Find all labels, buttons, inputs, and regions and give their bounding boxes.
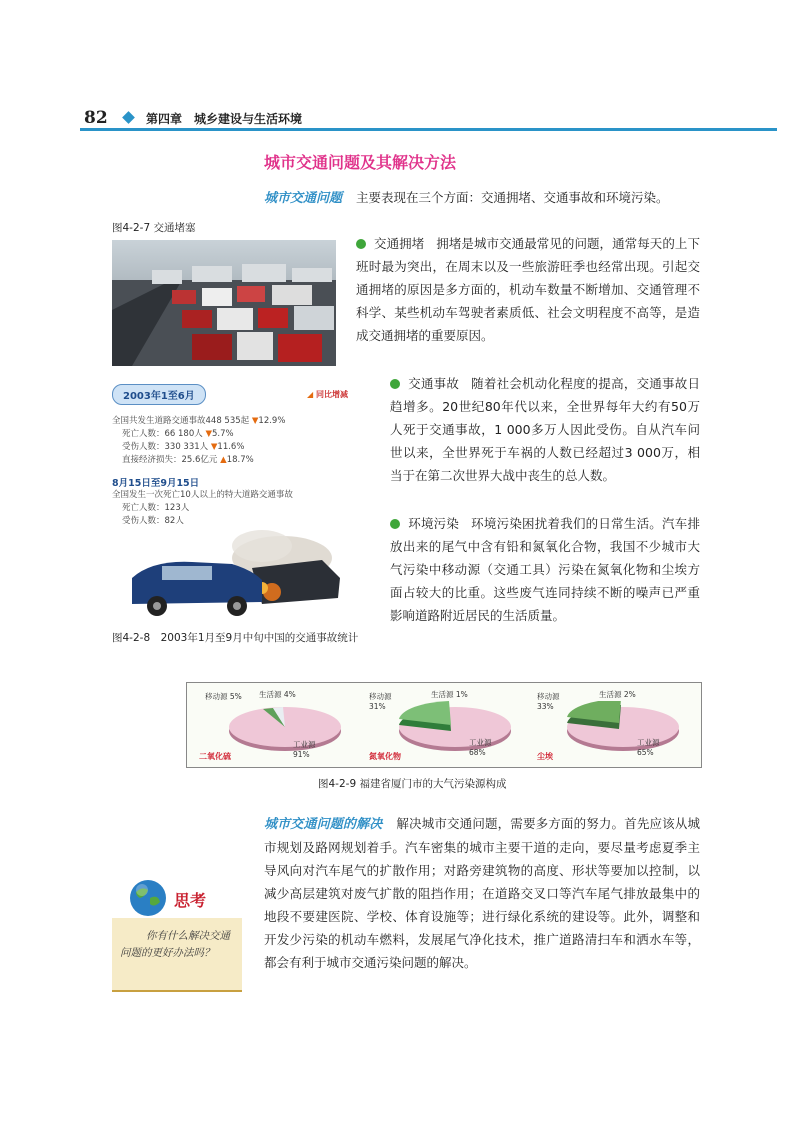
triangle-icon: ◢ — [307, 390, 314, 399]
period-badge-1: 2003年1至6月 — [112, 384, 206, 405]
fig9-caption: 图4-2-9 福建省厦门市的大气污染源构成 — [318, 778, 507, 790]
fig8-caption: 图4-2-8 2003年1月至9月中旬中国的交通事故统计 — [112, 632, 359, 644]
pie-mobile-label: 移动源 31% — [369, 692, 392, 711]
stat-line: 直接经济损失：25.6亿元 ▲18.7% — [122, 455, 254, 465]
stat-line: 受伤人数：330 331人 ▼11.6% — [122, 442, 245, 452]
bullet-dot-icon — [390, 379, 400, 389]
pollution-paragraph — [390, 512, 700, 627]
congestion-lead: 交通拥堵 — [374, 236, 425, 251]
pie-industry-label: 工业源 68% — [469, 738, 492, 757]
pollution-source-figure — [186, 682, 702, 768]
think-title: 思考 — [174, 891, 207, 910]
stat-line: 受伤人数：82人 — [122, 516, 184, 526]
pollution-text: 环境污染困扰着我们的日常生活。汽车排放出来的尾气中含有铅和氮氧化合物，我国不少城市大气污染中移动源（交通工具）污染在氮氧化物和尘埃方面占较大的比重。这些废气连同持续不断的噪声已严重影响道路附近居民的生活质量。 — [390, 516, 700, 623]
accident-paragraph — [390, 372, 700, 487]
fig7-caption: 图4-2-7 交通堵塞 — [112, 222, 196, 234]
traffic-jam-photo — [112, 240, 336, 366]
accident-stats-figure — [112, 384, 348, 634]
pie-dust-label: 生活源 1% — [431, 690, 468, 699]
legend-label: ◢ 同比增减 — [307, 390, 348, 399]
accident-text: 随着社会机动化程度的提高，交通事故日趋增多。20世纪80年代以来，全世界每年大约有50万人死于交通事故，1 000多万人因此受伤。自从汽车问世以来，全世界死于车祸的人数已经超过3 000万，相当于在第二次世界大战中丧生的总人数。 — [390, 376, 700, 483]
intro-text: 主要表现在三个方面：交通拥堵、交通事故和环境污染。 — [356, 190, 669, 205]
pie-industry-label: 工业源 65% — [637, 738, 660, 757]
congestion-text: 拥堵是城市交通最常见的问题，通常每天的上下班时最为突出，在周末以及一些旅游旺季也经常出现。引起交通拥堵的原因是多方面的，机动车数量不断增加、交通管理不科学、某些机动车驾驶者素质低、社会文明程度不高等，是造成交通拥堵的重要原因。 — [356, 236, 700, 343]
bullet-dot-icon — [390, 519, 400, 529]
page-number: 82 — [84, 108, 108, 128]
period-label-2: 8月15日至9月15日 — [112, 478, 200, 489]
stat-line: 死亡人数：66 180人 ▼5.7% — [122, 429, 234, 439]
pie-title: 二氧化硫 — [199, 752, 231, 761]
pie-dust — [533, 687, 693, 763]
solution-text: 解决城市交通问题，需要多方面的努力。首先应该从城市规划及路网规划着手。汽车密集的城市主要干道的走向，要尽量考虑夏季主导风向对汽车尾气的扩散作用；对路旁建筑物的高度、形状等要加以控制，以减少高层建筑对废气扩散的阻挡作用；在道路交叉口等汽车尾气排放最集中的地段不要建医院、学校、体育设施等；进行绿化系统的建设等。此外，调整和开发少污染的机动车燃料，发展尾气净化技术，推广道路清扫车和洒水车等，都会有利于城市交通污染问题的解决。 — [264, 816, 700, 970]
intro-subtitle: 城市交通问题 — [264, 191, 343, 206]
pie-dust-label: 生活源 4% — [259, 690, 296, 699]
think-box — [112, 918, 242, 992]
pie-industry-label: 工业源 91% — [293, 740, 316, 759]
pie-mobile-label: 移动源 5% — [205, 692, 242, 701]
accident-lead: 交通事故 — [408, 376, 460, 391]
pie-dust-label: 生活源 2% — [599, 690, 636, 699]
pollution-lead: 环境污染 — [408, 516, 460, 531]
pie-title: 氮氧化物 — [369, 752, 401, 761]
stat-line: 全国共发生道路交通事故448 535起 ▼12.9% — [112, 416, 286, 426]
diamond-icon — [122, 111, 135, 124]
pie-nox — [365, 687, 525, 763]
pie-so2 — [195, 687, 355, 763]
congestion-paragraph — [356, 232, 700, 347]
bullet-dot-icon — [356, 239, 366, 249]
car-crash-photo — [112, 518, 348, 618]
stat-line: 全国发生一次死亡10人以上的特大道路交通事故 — [112, 490, 293, 500]
header-rule — [80, 128, 777, 131]
think-question: 你有什么解决交通问题的更好办法吗？ — [120, 930, 230, 959]
pie-title: 尘埃 — [537, 752, 553, 761]
section-title: 城市交通问题及其解决方法 — [264, 153, 457, 172]
pie-mobile-label: 移动源 33% — [537, 692, 560, 711]
globe-icon — [128, 878, 168, 922]
solution-paragraph — [264, 812, 700, 974]
solution-subtitle: 城市交通问题的解决 — [264, 817, 383, 832]
intro-paragraph — [264, 186, 700, 210]
chapter-title: 第四章 城乡建设与生活环境 — [146, 112, 303, 126]
stat-line: 死亡人数：123人 — [122, 503, 190, 513]
